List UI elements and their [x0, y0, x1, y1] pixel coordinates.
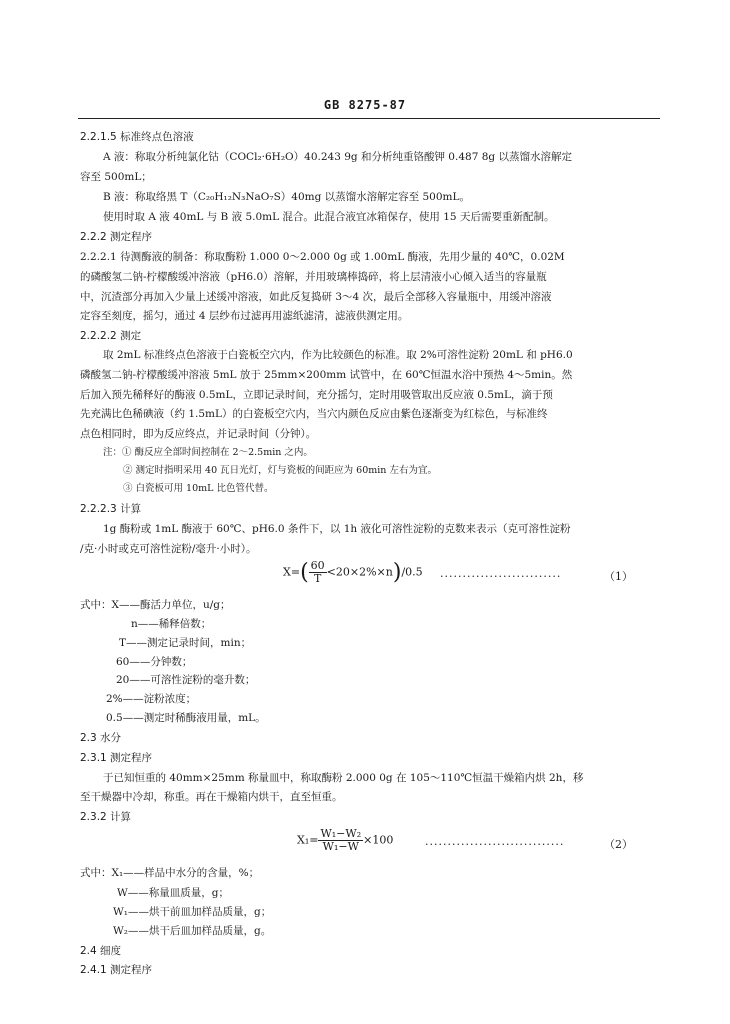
heading-2-3-2: 2.3.2 计算	[80, 811, 132, 823]
eq1-leader-dots: ···························	[440, 570, 562, 583]
heading-2-4: 2.4 细度	[80, 945, 122, 957]
eq1-tail: /0.5	[401, 565, 423, 579]
eq2-numerator: W₁−W₂	[320, 827, 362, 840]
text-line: 点色相同时，即为反应终点，并记录时间（分钟）。	[80, 428, 317, 440]
equation-1: X=( $\frac{60}{T}$ <20×2%×n)/0.5	[283, 559, 423, 585]
eq2-leader-dots: ·······························	[425, 838, 565, 851]
eq2-fraction	[318, 828, 363, 853]
where-2-intro: 式中：X₁——样品中水分的含量，%；	[80, 867, 260, 879]
eq2-tail: ×100	[363, 833, 394, 847]
where-2-item: W——称量皿质量，g；	[117, 887, 230, 899]
equation-2	[297, 828, 393, 853]
where-1-item: 20——可溶性淀粉的毫升数；	[116, 674, 256, 686]
heading-2-2-2: 2.2.2 测定程序	[80, 231, 153, 243]
where-1-item: 2%——淀粉浓度；	[106, 693, 197, 705]
heading-2-3-1: 2.3.1 测定程序	[80, 752, 153, 764]
heading-2-2-1-5: 2.2.1.5 标准终点色溶液	[80, 131, 194, 143]
where-1-item: 0.5——测定时稀酶液用量，mL。	[106, 712, 266, 724]
text-line: 于已知恒重的 40mm×25mm 称量皿中，称取酶粉 2.000 0g 在 105～110℃恒温干燥箱内烘 2h，移	[103, 772, 584, 784]
where-1-intro: 式中：X——酶活力单位，u/g；	[80, 599, 231, 611]
eq2-lhs: X₁=	[297, 833, 319, 847]
note-1: 注：① 酶反应全部时间控制在 2～2.5min 之内。	[103, 447, 313, 458]
eq2-number: （2）	[604, 838, 633, 851]
text-line: 磷酸氢二钠-柠檬酸缓冲溶液 5mL 放于 25mm×200mm 试管中，在 60℃恒温水浴中预热 4～5min。然	[80, 369, 573, 381]
eq1-fraction	[309, 560, 327, 585]
where-1-item: T——测定记录时间，min；	[119, 637, 252, 649]
eq1-numerator: 60	[310, 559, 325, 572]
where-1-item: 60——分钟数；	[116, 656, 193, 668]
text-line: 容至 500mL；	[80, 171, 152, 183]
text-line: B 液：称取络黑 T（C₂₀H₁₂N₃NaO₇S）40mg 以蒸馏水溶解定容至 500mL。	[103, 191, 470, 203]
text-line: 中，沉渣部分再加入少量上述缓冲溶液，如此反复捣研 3～4 次，最后全部移入容量瓶中，用缓冲溶液	[80, 291, 552, 303]
page-header: GB 8275-87	[323, 98, 407, 112]
text-line: 至干燥器中冷却，称重。再在干燥箱内烘干，直至恒重。	[80, 791, 343, 803]
heading-2-4-1: 2.4.1 测定程序	[80, 964, 153, 976]
text-line: 的磷酸氢二钠-柠檬酸缓冲溶液（pH6.0）溶解，并用玻璃棒捣碎，将上层清液小心倾入适当的容量瓶	[80, 271, 547, 283]
heading-2-2-2-3: 2.2.2.3 计算	[80, 503, 142, 515]
heading-2-2-2-2: 2.2.2.2 测定	[80, 330, 142, 342]
text-line: 2.2.2.1 待测酶液的制备：称取酶粉 1.000 0～2.000 0g 或 1.00mL 酶液，先用少量的 40℃，0.02M	[80, 251, 565, 263]
where-2-item: W₂——烘干后皿加样品质量，g。	[113, 925, 272, 937]
where-2-item: W₁——烘干前皿加样品质量，g；	[113, 906, 272, 918]
eq1-number: （1）	[604, 570, 633, 583]
eq1-lhs: X=	[283, 565, 301, 579]
text-line: 1g 酶粉或 1mL 酶液于 60℃、pH6.0 条件下，以 1h 液化可溶性淀粉的克数来表示（克可溶性淀粉	[103, 523, 571, 535]
note-2: ② 测定时指明采用 40 瓦日光灯，灯与瓷板的间距应为 60min 左右为宜。	[123, 465, 437, 476]
text-line: 后加入预先稀释好的酶液 0.5mL，立即记录时间，充分摇匀，定时用吸管取出反应液 0.5mL，滴于预	[80, 389, 553, 401]
eq1-middle: <20×2%×n	[326, 565, 393, 579]
text-line: 使用时取 A 液 40mL 与 B 液 5.0mL 混合。此混合液宜冰箱保存，使用 15 天后需要重新配制。	[103, 211, 555, 223]
eq2-denominator: W₁−W	[322, 840, 359, 853]
text-line: A 液：称取分析纯氯化钴（COCl₂·6H₂O）40.243 9g 和分析纯重铬酸钾 0.487 8g 以蒸馏水溶解定	[103, 151, 572, 163]
where-1-item: n——稀释倍数；	[131, 618, 212, 630]
heading-2-3: 2.3 水分	[80, 732, 122, 744]
text-line: 取 2mL 标准终点色溶液于白瓷板空穴内，作为比较颜色的标准。取 2%可溶性淀粉 20mL 和 pH6.0	[103, 349, 573, 361]
eq1-denominator: T	[313, 572, 322, 585]
note-3: ③ 白瓷板可用 10mL 比色管代替。	[123, 483, 274, 494]
text-line: /克·小时或克可溶性淀粉/毫升·小时）。	[80, 543, 257, 555]
text-line: 定容至刻度，摇匀，通过 4 层纱布过滤再用滤纸滤清，滤液供测定用。	[80, 310, 409, 322]
text-line: 先充满比色稀碘液（约 1.5mL）的白瓷板空穴内，当穴内颜色反应由紫色逐渐变为红棕色，与标准终	[80, 408, 548, 420]
header-rule	[78, 118, 660, 119]
